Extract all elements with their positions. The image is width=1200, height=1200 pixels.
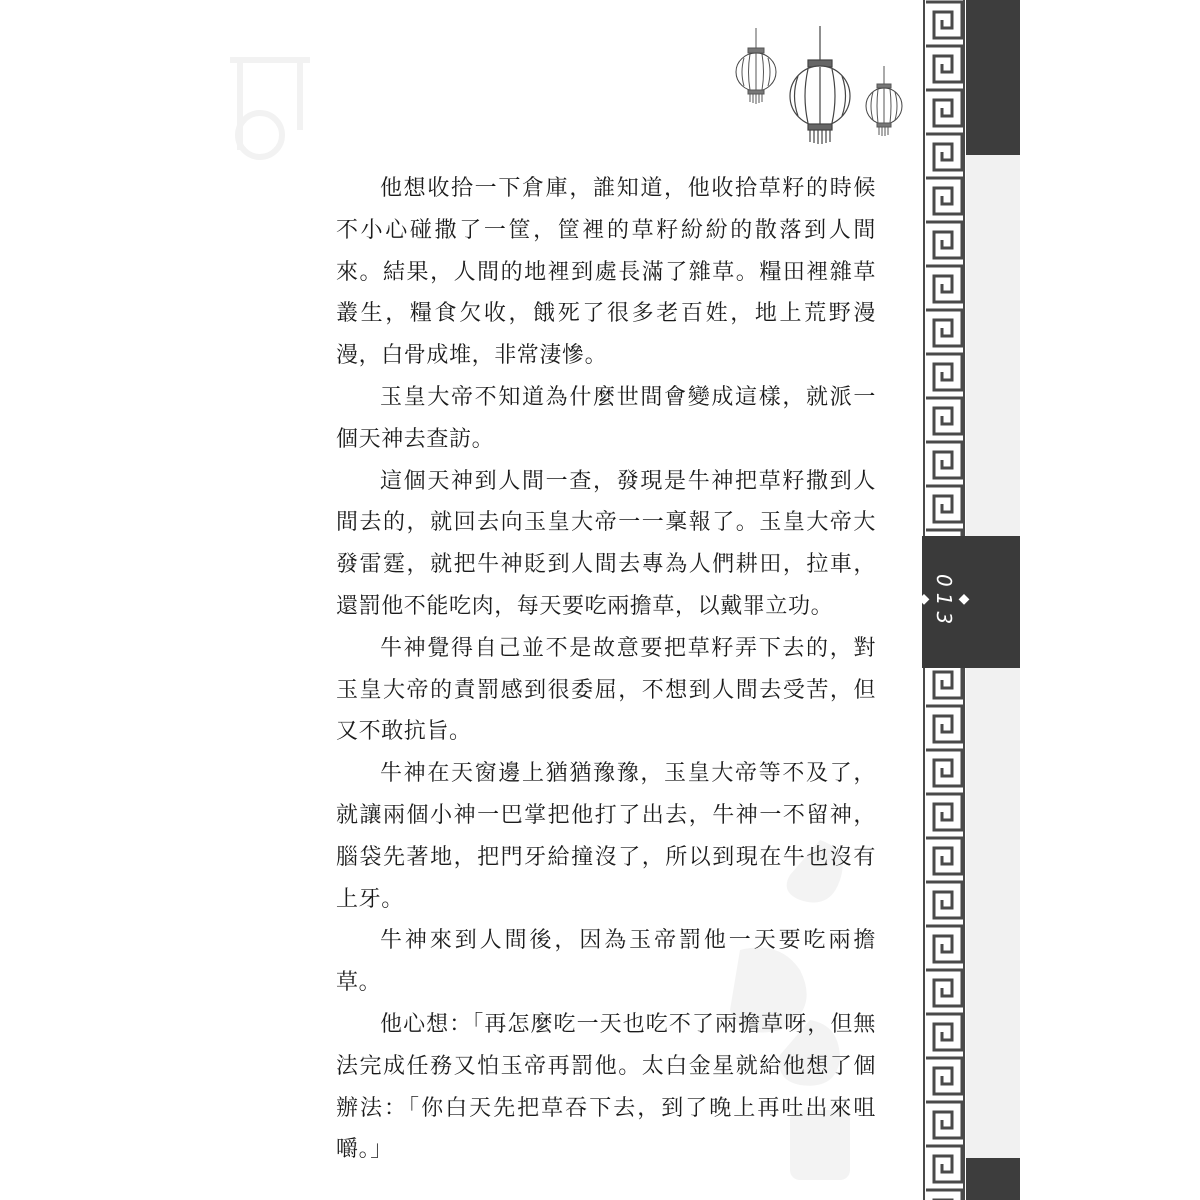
paragraph: 玉皇大帝不知道為什麼世間會變成這樣，就派一個天神去查訪。	[336, 384, 876, 452]
paragraph: 牛神在天窗邊上猶猶豫豫，玉皇大帝等不及了，就讓兩個小神一巴掌把他打了出去，牛神一不留神，腦袋先著地，把門牙給撞沒了，所以到現在牛也沒有上牙。	[336, 761, 876, 912]
outer-margin	[1020, 0, 1200, 1200]
diamond-icon: ◆	[956, 591, 972, 613]
faint-ornament-icon	[200, 40, 340, 170]
lanterns-illustration	[720, 18, 920, 148]
paragraph: 他想收拾一下倉庫，誰知道，他收拾草籽的時候不小心碰撒了一筐，筐裡的草籽紛紛的散落到人間來。結果，人間的地裡到處長滿了雜草。糧田裡雜草叢生，糧食欠收，餓死了很多老百姓，地上荒野漫漫，白骨成堆，非常淒慘。	[336, 176, 876, 369]
page-number-text: 013	[932, 573, 956, 631]
bottom-dark-band	[966, 1158, 1020, 1200]
paragraph: 牛神來到人間後，因為玉帝罰他一天要吃兩擔草。	[336, 928, 876, 996]
paragraph: 他心想：「再怎麼吃一天也吃不了兩擔草呀，但無法完成任務又怕玉帝再罰他。太白金星就給他想了個辦法：「你白天先把草吞下去，到了晚上再吐出來咀嚼。」	[336, 1011, 876, 1163]
diamond-icon: ◆	[916, 591, 932, 613]
paragraph: 牛神覺得自己並不是故意要把草籽弄下去的，對玉皇大帝的責罰感到很委屈，不想到人間去受苦，但又不敢抗旨。	[336, 635, 876, 745]
paragraph: 這個天神到人間一查，發現是牛神把草籽撒到人間去的，就回去向玉皇大帝一一稟報了。玉皇大帝大發雷霆，就把牛神貶到人間去專為人們耕田，拉車，還罰他不能吃肉，每天要吃兩擔草，以戴罪立功。	[336, 468, 876, 619]
body-text	[336, 168, 876, 1171]
top-dark-band	[966, 0, 1020, 155]
page-number	[916, 536, 972, 668]
lantern-icon	[790, 26, 850, 144]
